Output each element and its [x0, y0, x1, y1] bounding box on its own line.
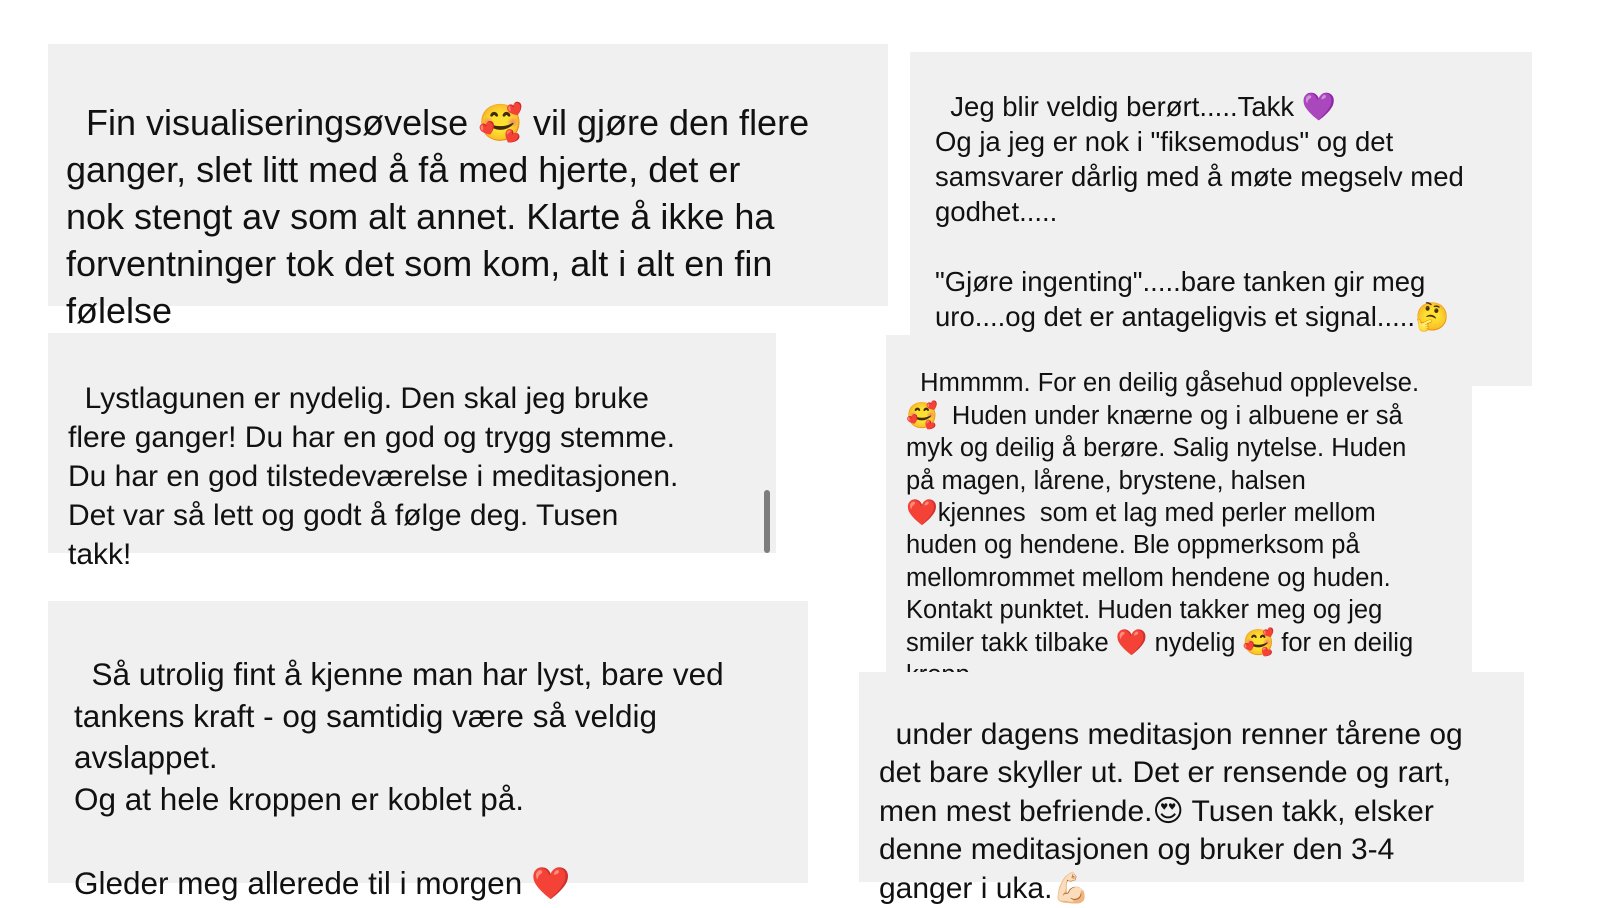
message-text: under dagens meditasjon renner tårene og det bare skyller ut. Det er rensende og rart, men mest befriende.😍 Tusen takk, elsker denne meditasjonen og bruker den 3-4 ganger i uka.💪🏻	[879, 717, 1463, 905]
message-text: Jeg blir veldig berørt.....Takk 💜 Og ja jeg er nok i "fiksemodus" og det samsvarer dårlig med å møte megselv med godhet..... "Gjøre ingenting".....bare tanken gir meg uro....og det er antageligvis et signal.....🤔	[935, 91, 1464, 332]
message-text: Så utrolig fint å kjenne man har lyst, bare ved tankens kraft - og samtidig være så veldig avslappet. Og at hele kroppen er koblet på. Gleder meg allerede til i morgen ❤️	[74, 655, 724, 901]
message-bubble-gasehud	[886, 335, 1472, 673]
message-bubble-visualisation	[48, 44, 888, 331]
message-bubble-tankens-kraft	[48, 601, 808, 901]
message-text: Lystlagunen er nydelig. Den skal jeg bruke flere ganger! Du har en god og trygg stemme. Du har en god tilstedeværelse i meditasjonen. Det var så lett og godt å følge deg. Tusen takk!	[68, 382, 679, 571]
scrollbar-thumb[interactable]	[764, 490, 770, 553]
message-bubble-dagens-meditasjon	[859, 672, 1524, 905]
message-text: Fin visualiseringsøvelse 🥰 vil gjøre den flere ganger, slet litt med å få med hjerte, det er nok stengt av som alt annet. Klarte å ikke ha forventninger tok det som kom, alt i alt en fin følelse	[66, 102, 810, 331]
message-bubble-lystlagunen	[48, 333, 776, 571]
message-text: Hmmmm. For en deilig gåsehud opplevelse. 🥰 Huden under knærne og i albuene er så myk og deilig å berøre. Salig nytelse. Huden på magen, lårene, brystene, halsen ❤️kjennes som et lag med perler mellom huden og hendene. Ble oppmerksom på mellomrommet mellom hendene og huden. Kontakt punktet. Huden takker meg og jeg smiler takk tilbake ❤️ nydelig 🥰 for en deilig	[906, 369, 1420, 657]
